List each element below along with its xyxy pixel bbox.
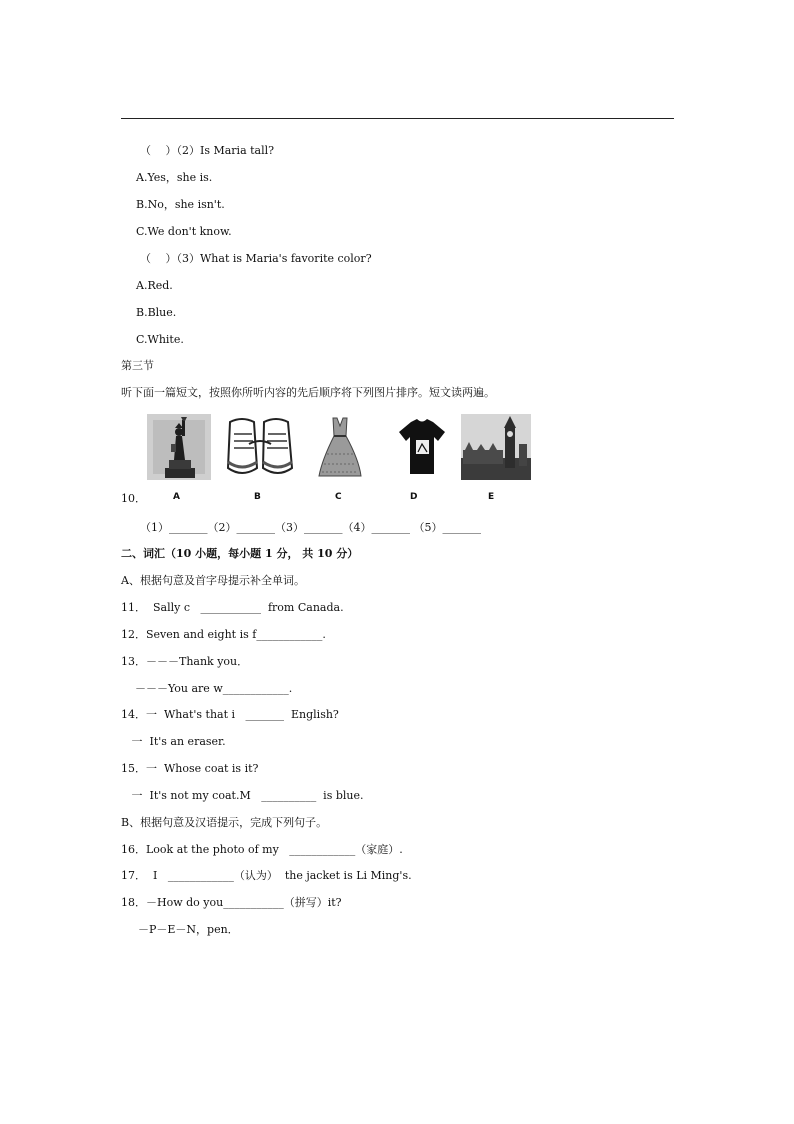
picture-label-c: C (335, 492, 342, 502)
question-15-line-1: 15．一 Whose coat is it? (121, 762, 259, 775)
question-3-option-a: A.Red. (136, 279, 173, 292)
question-18-line-2: －P－E－N，pen． (131, 923, 239, 936)
question-10-answer-line: （1）_______（2）_______（3）_______（4）_______ （5）_______ (140, 521, 481, 534)
question-16: 16．Look at the photo of my ____________（家庭）. (121, 843, 403, 856)
part-2-sub-b: B、根据句意及汉语提示，完成下列句子。 (121, 816, 328, 829)
question-11: 11． Sally c ___________ from Canada. (121, 601, 344, 614)
big-ben-icon (461, 414, 531, 480)
question-2-option-a: A.Yes，she is. (136, 171, 213, 184)
question-14-line-2: 一 It's an eraser. (121, 735, 226, 748)
picture-label-b: B (254, 492, 261, 502)
question-2-stem: （ ）（2）Is Maria tall? (140, 144, 275, 157)
question-18-line-1: 18．－How do you___________（拼写）it? (121, 896, 342, 909)
question-12: 12．Seven and eight is f____________. (121, 628, 326, 641)
section-3-instruction: 听下面一篇短文，按照你所听内容的先后顺序将下列图片排序。短文读两遍。 (121, 386, 495, 399)
header-rule (121, 118, 674, 119)
question-14-line-1: 14．一 What's that i _______ English? (121, 708, 339, 721)
t-shirt-icon (395, 414, 449, 480)
section-3-title: 第三节 (121, 359, 154, 372)
dress-icon (317, 414, 363, 480)
picture-label-d: D (410, 492, 418, 502)
question-15-line-2: 一 It's not my coat.M __________ is blue. (121, 789, 364, 802)
question-17: 17． I ____________（认为） the jacket is Li Ming's. (121, 869, 412, 882)
question-2-option-b: B.No，she isn't. (136, 198, 225, 211)
part-2-sub-a: A、根据句意及首字母提示补全单词。 (121, 574, 305, 587)
question-2-option-c: C.We don't know. (136, 225, 232, 238)
statue-of-liberty-icon (147, 414, 211, 480)
question-3-option-b: B.Blue. (136, 306, 177, 319)
question-3-option-c: C.White. (136, 333, 184, 346)
picture-label-e: E (488, 492, 495, 502)
question-10-number: 10． (121, 492, 146, 505)
question-3-stem: （ ）（3）What is Maria's favorite color? (140, 252, 372, 265)
sneakers-icon (224, 414, 297, 480)
question-13-line-1: 13．－－－Thank you． (121, 655, 249, 668)
question-13-line-2: －－－You are w____________. (121, 682, 293, 695)
part-2-heading: 二、词汇（10 小题，每小题 1 分， 共 10 分） (121, 547, 359, 560)
picture-label-a: A (173, 492, 180, 502)
